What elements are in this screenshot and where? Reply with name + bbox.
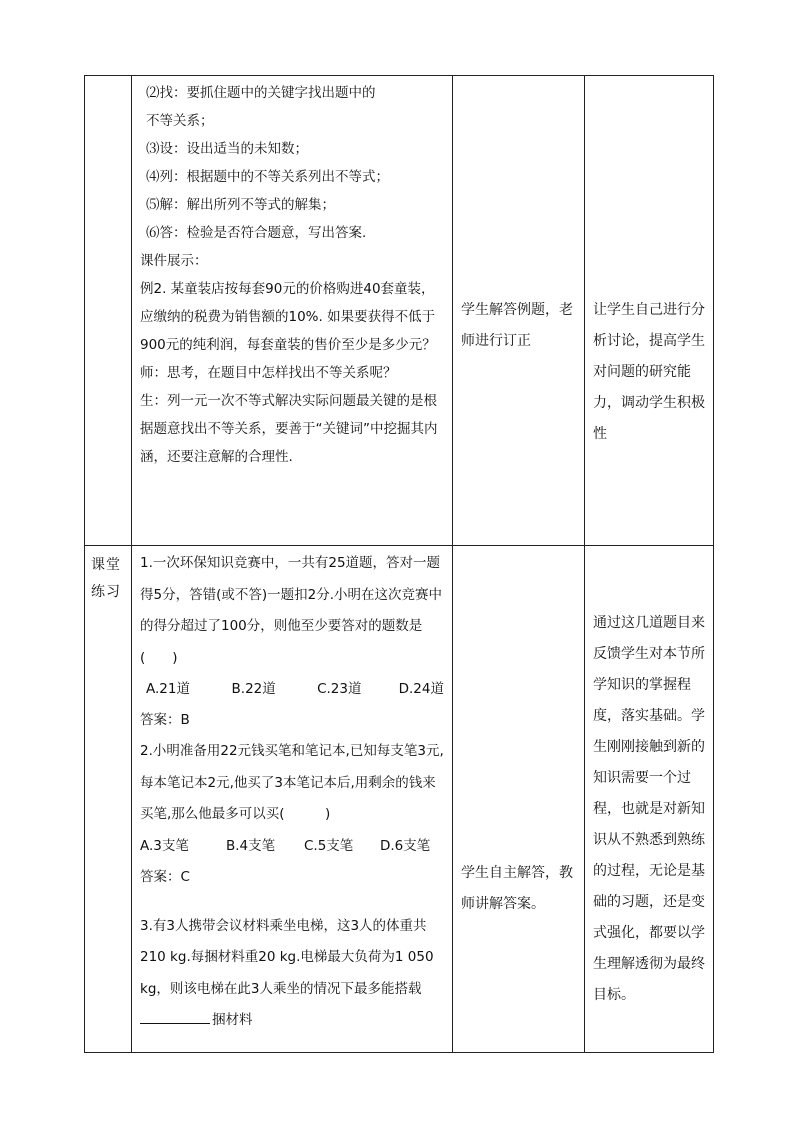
courseware-label: 课件展示： (140, 253, 208, 269)
stage-cell-empty (85, 76, 131, 545)
step-set: ⑶设：设出适当的未知数； (146, 141, 308, 157)
activity-text: 学生自主解答，教师讲解答案。 (461, 865, 573, 912)
question-2: 2.小明准备用22元钱买笔和笔记本,已知每支笔3元,每本笔记本2元,他买了3本笔记本后,用剩余的钱来买笔,那么他最多可以买( ) (140, 743, 444, 822)
table-row (85, 546, 714, 1053)
question-3-tail: 捆材料 (212, 1012, 253, 1028)
option-a: A.3支笔 (140, 837, 189, 854)
activity-cell (453, 546, 584, 1052)
question-1-answer: 答案：B (140, 712, 190, 728)
question-3: 3.有3人携带会议材料乘坐电梯，这3人的体重共210 kg.每捆材料重20 kg.电梯最大负荷为1 050 kg，则该电梯在此3人乘坐的情况下最多能搭载 (140, 917, 434, 997)
question-2-options (140, 831, 444, 862)
question-3-blank (140, 1005, 444, 1036)
answer-blank (140, 1007, 210, 1024)
step-find: ⑵找：要抓住题中的关键字找出题中的 (146, 85, 376, 101)
option-c: C.23道 (317, 681, 362, 697)
step-list: ⑷列：根据题中的不等关系列出不等式； (146, 169, 389, 185)
teacher-question: 师：思考，在题目中怎样找出不等关系呢？ (140, 365, 397, 381)
question-1-options (140, 674, 444, 705)
option-a: A.21道 (146, 681, 190, 697)
activity-text: 学生解答例题，老师进行订正 (461, 302, 573, 349)
step-find-cont: 不等关系； (146, 113, 214, 129)
example-2: 例2. 某童装店按每套90元的价格购进40套童装，应缴纳的税费为销售额的10%. 如果要获得不低于900元的纯利润，每套童装的售价至少是多少元？ (140, 281, 436, 353)
activity-cell (453, 76, 584, 545)
option-d: D.6支笔 (380, 837, 431, 854)
option-d: D.24道 (398, 681, 444, 697)
student-answer: 生：列一元一次不等式解决实际问题最关键的是根据题意找出不等关系，要善于“关键词”中挖掘其内涵，还要注意解的合理性. (140, 393, 438, 465)
step-answer: ⑹答：检验是否符合题意，写出答案. (146, 225, 367, 241)
lesson-plan-table (84, 75, 714, 1053)
option-c: C.5支笔 (304, 837, 354, 854)
option-b: B.4支笔 (226, 837, 276, 854)
table-row (85, 76, 714, 546)
stage-cell (85, 546, 131, 1052)
exercise-cell (132, 546, 452, 1052)
intent-text: 让学生自己进行分析讨论，提高学生对问题的研究能力，调动学生积极性 (593, 302, 705, 442)
content-cell (132, 76, 452, 545)
stage-label: 课堂练习 (91, 557, 121, 600)
question-1: 1.一次环保知识竞赛中，一共有25道题，答对一题得5分，答错(或不答)一题扣2分.小明在这次竞赛中的得分超过了100分，则他至少要答对的题数是( ) (140, 555, 443, 666)
option-b: B.22道 (231, 681, 276, 697)
intent-cell (585, 546, 713, 1052)
step-solve: ⑸解：解出所列不等式的解集； (146, 197, 335, 213)
intent-cell (585, 76, 713, 545)
question-2-answer: 答案：C (140, 868, 190, 885)
intent-text: 通过这几道题目来反馈学生对本节所学知识的掌握程度，落实基础。学生刚刚接触到新的知识需要一个过程，也就是对新知识从不熟悉到熟练的过程，无论是基础的习题，还是变式强化，都要以学生理解透彻为最终目标。 (593, 615, 705, 1003)
